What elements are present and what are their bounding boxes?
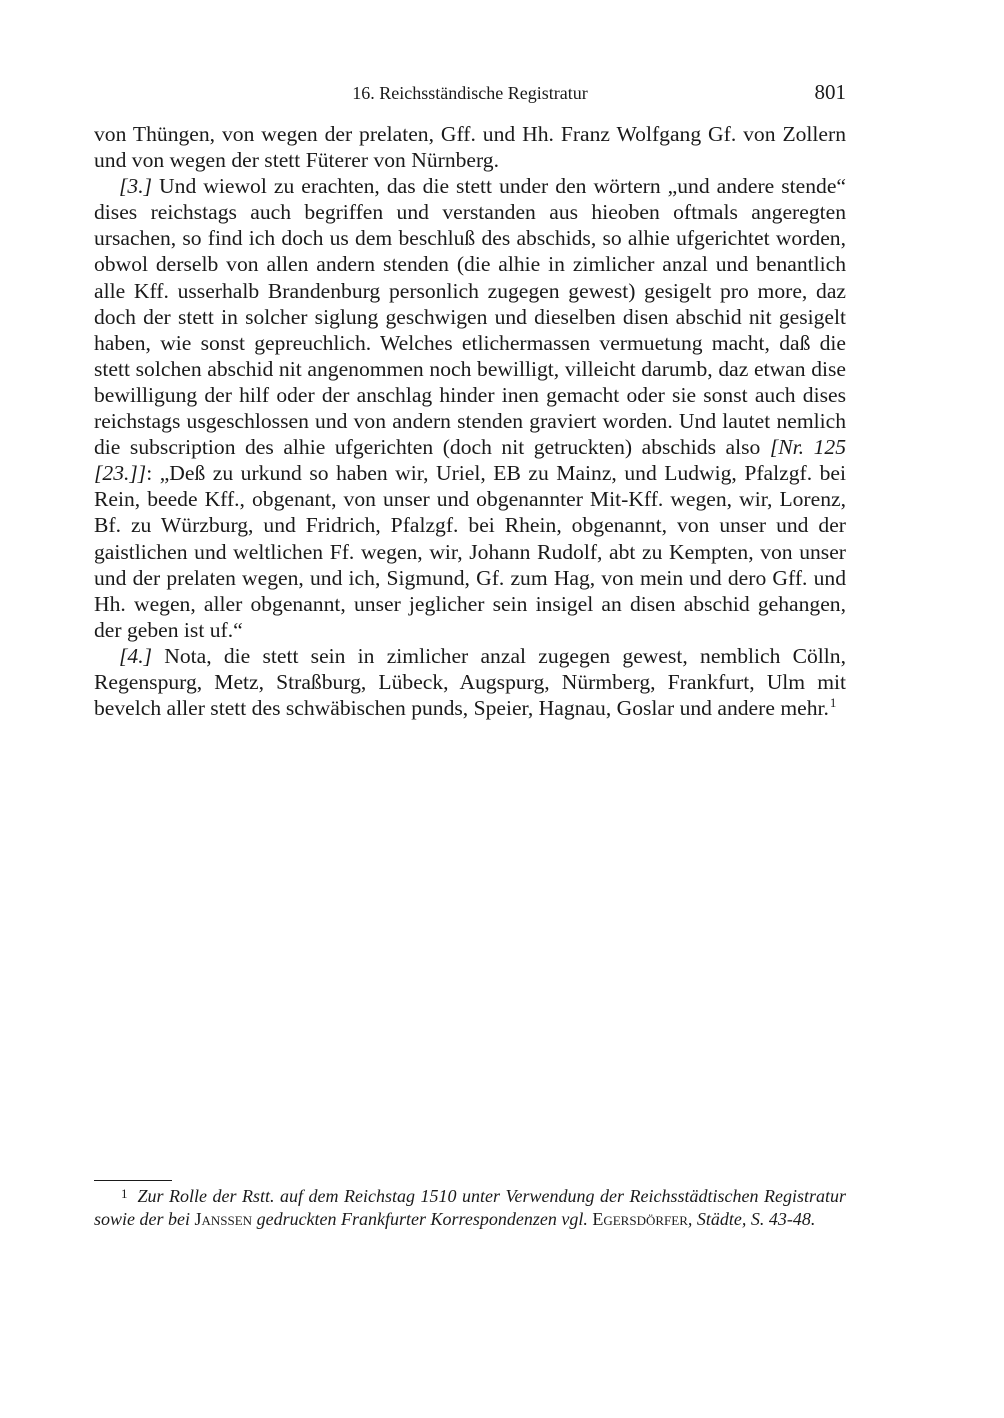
footnote-author-egersdoerfer: Egersdörfer — [592, 1208, 688, 1229]
footnote-author-janssen: Janssen — [194, 1208, 253, 1229]
paragraph-3 — [94, 643, 846, 724]
paragraph-3-text: Nota, die stett sein in zimlicher anzal zugegen gewest, nemblich Cölln, Regenspurg, Metz, Straßburg, Lübeck, Augspurg, Nürmberg, Frankfurt, Ulm mit bevelch aller stett des schwäbischen punds, Speier, Hagnau, Goslar und andere mehr. — [94, 643, 846, 721]
paragraph-2-text-b: : „Deß zu urkund so haben wir, Uriel, EB zu Mainz, und Ludwig, Pfalzgf. bei Rein, beede Kff., obgenant, von unser und obgenannter Mit-Kff. wegen, wir, Lorenz, Bf. zu Würzburg, und Fridrich, Pfalzgf. bei Rhein, obgenannt, von unser und der gaistlichen und weltlichen Ff. wegen, wir, Johann Rudolf, abt zu Kempten, von unser und der prelaten wegen, und ich, Sigmund, Gf. zum Hag, von mein und dero Gff. und Hh. wegen, aller obgenannt, unser jeglicher sein insigel an disen abschid gehangen, der geben ist uf.“ — [94, 461, 846, 642]
footnote-text-a: Zur Rolle der Rstt. auf dem Reichstag 1510 unter Verwendung der Reichsstädtischen Registratur sowie der bei — [94, 1186, 846, 1229]
footnote-number: 1 — [121, 1186, 128, 1201]
paragraph-1 — [94, 121, 846, 173]
footnote-1 — [94, 1186, 846, 1230]
footnote-rule — [94, 1180, 172, 1181]
cross-reference: [Nr. 125 [23.]] — [94, 435, 846, 486]
running-head — [94, 80, 846, 108]
paragraph-1-text: von Thüngen, von wegen der prelaten, Gff. und Hh. Franz Wolfgang Gf. von Zollern und von wegen der stett Füterer von Nürnberg. — [94, 122, 846, 173]
section-ref-4: [4.] — [119, 643, 153, 668]
section-ref-3: [3.] — [119, 174, 153, 199]
footnote-marker: 1 — [829, 695, 837, 711]
document-page — [94, 0, 846, 1418]
footnote-text-c: , Städte, S. 43-48. — [687, 1208, 816, 1229]
running-title: 16. Reichsständische Registratur — [352, 83, 588, 103]
paragraph-2-text-a: Und wiewol zu erachten, das die stett under den wörtern „und andere stende“ dises reichstags auch begriffen und verstanden aus hieoben oftmals angeregten ursachen, so find ich doch us dem beschluß des abschids, so alhie ufgerichtet worden, obwol derselb von allen andern stenden (die alhie in zimlicher anzal und benantlich alle Kff. usserhalb Brandenburg personlich zugegen gewest) gesigelt pro more, daz doch der stett in solcher siglung geschwigen und dieselben disen abschid nit gesigelt haben, wie sonst gepreuchlich. Welches etlichermassen vermuetung macht, daß die stett solchen abschid nit angenommen noch bewilligt, villeicht darumb, daz etwan dise bewilligung der hilf oder der anschlag hinder inen gemacht oder sie sonst auch dises reichstags usgeschlossen und von andern stenden graviert worden. Und lautet nemlich die subscription des alhie ufgerichten (doch nit getruckten) abschids also — [94, 174, 846, 460]
page-number: 801 — [814, 80, 846, 104]
paragraph-2 — [94, 173, 846, 643]
body-text — [94, 121, 846, 724]
footnote-text-b: gedruckten Frankfurter Korrespondenzen vgl. — [252, 1208, 593, 1229]
